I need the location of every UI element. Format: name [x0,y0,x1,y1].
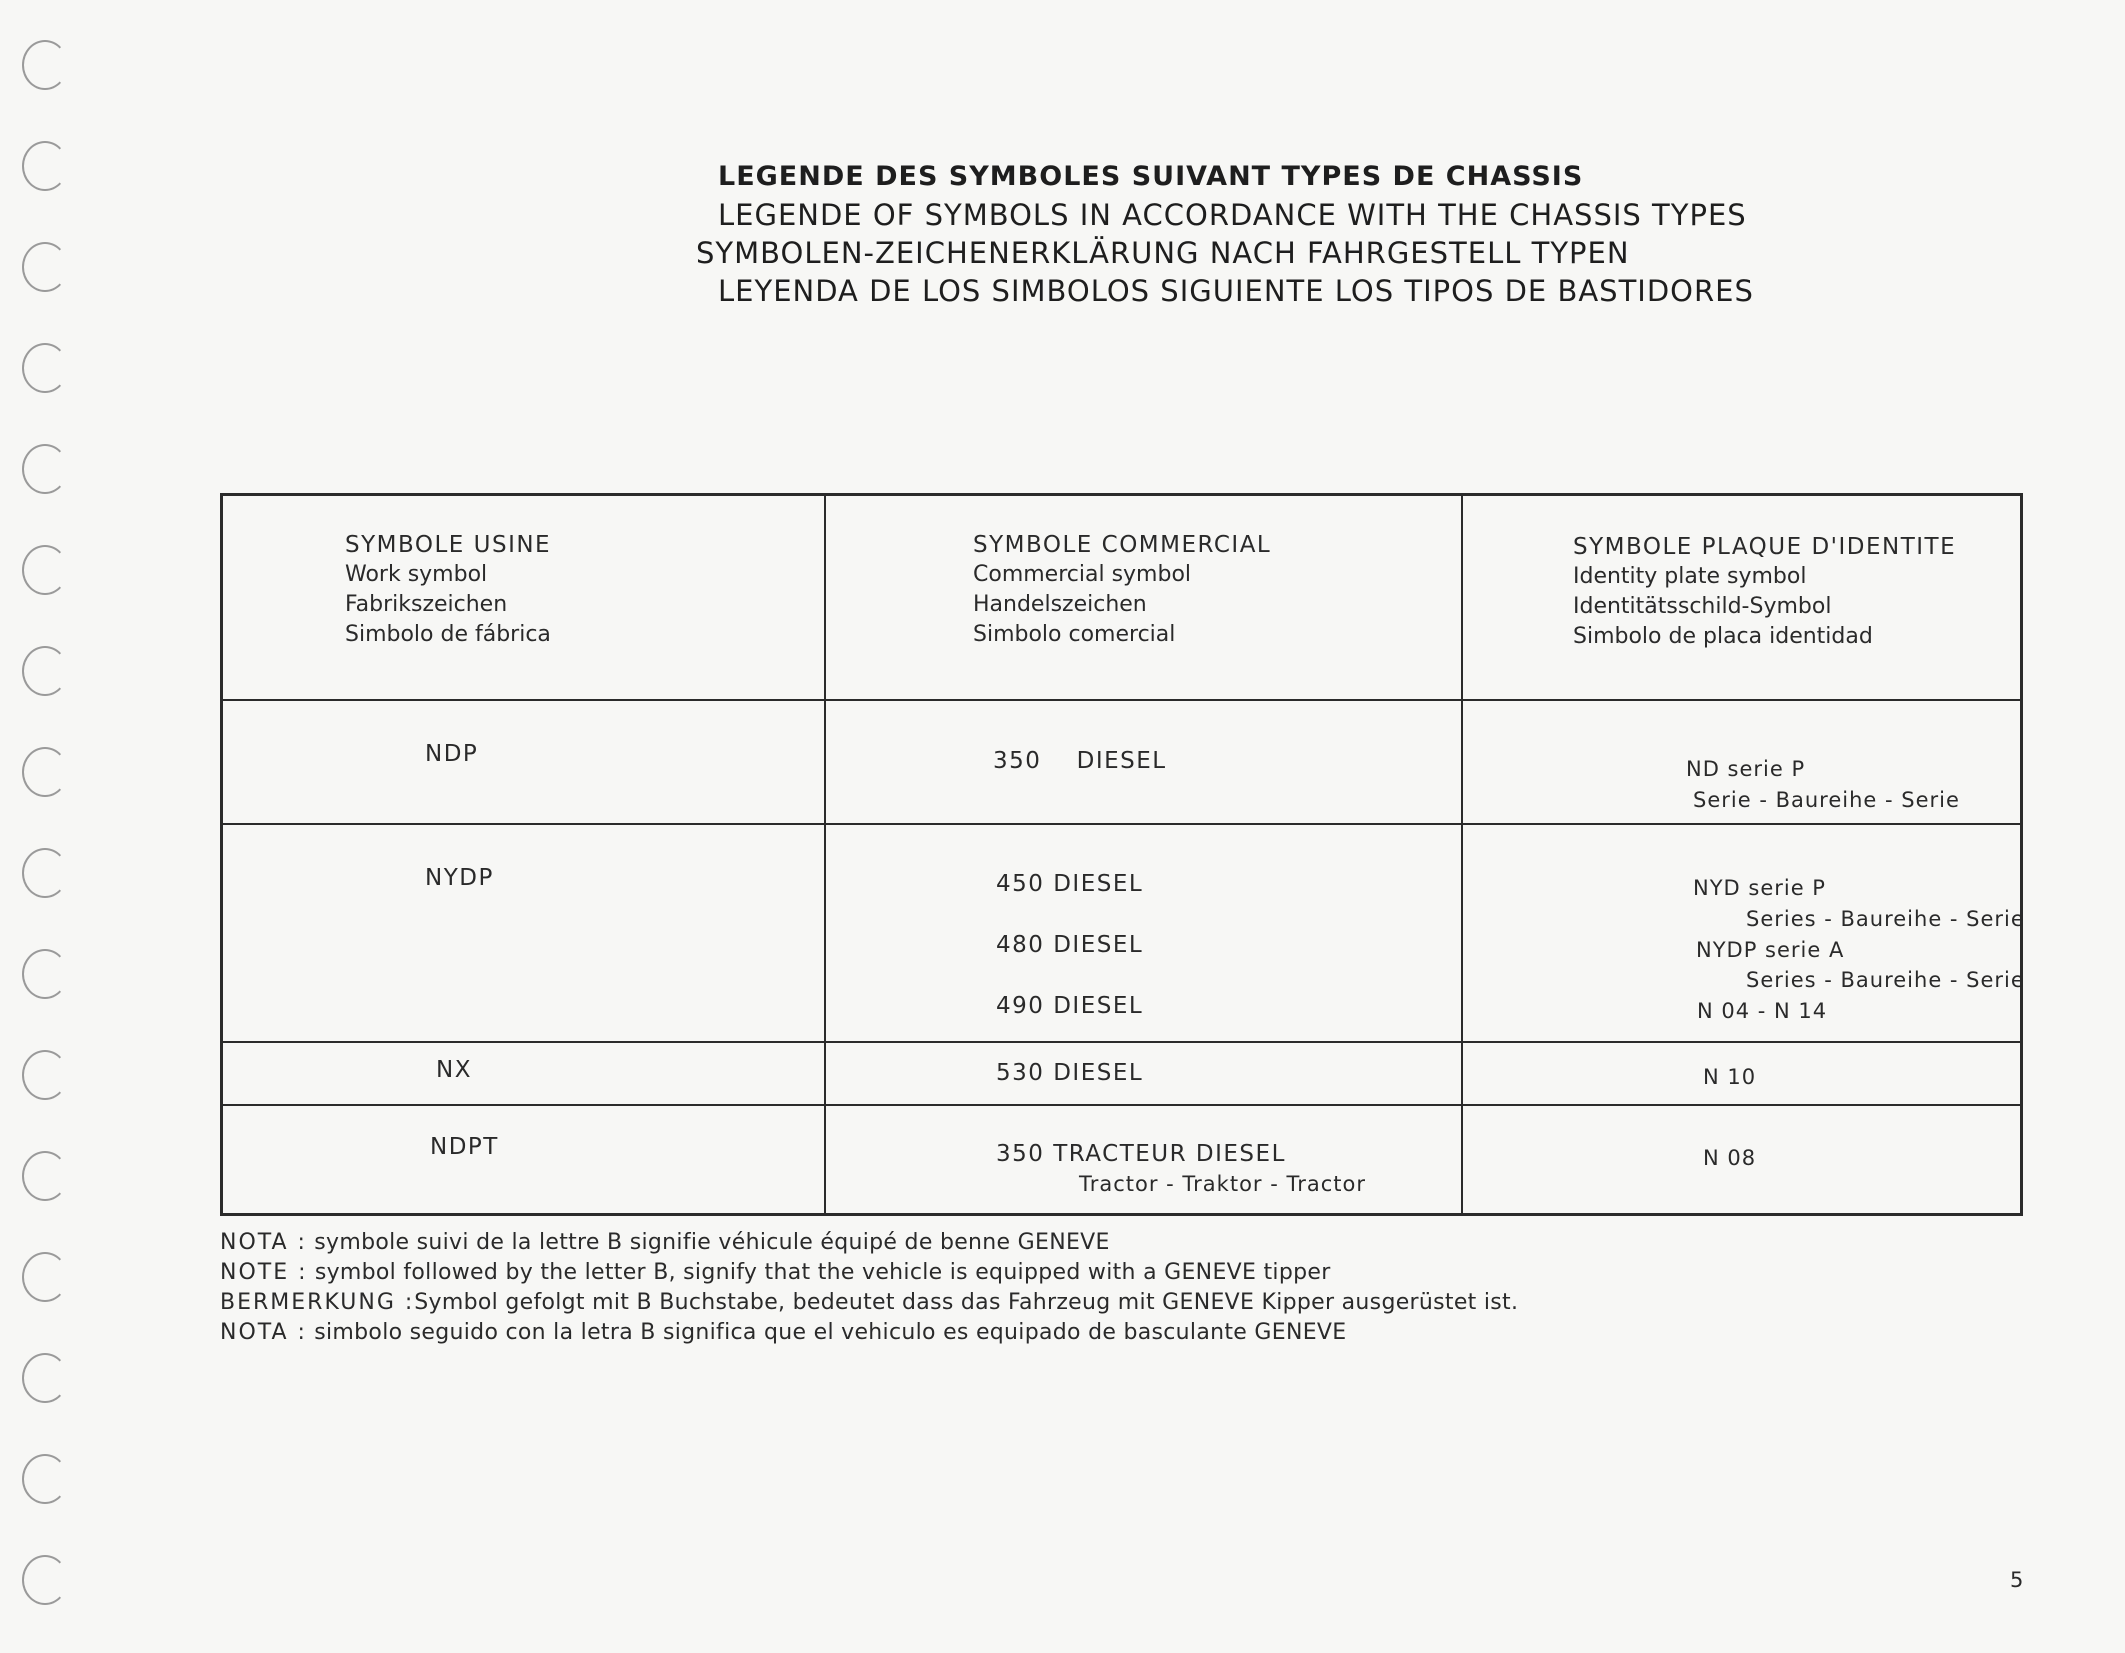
binder-hole [22,40,68,90]
binder-hole [22,242,68,292]
binder-hole [22,1050,68,1100]
row-divider [223,699,2020,701]
cell-plaque-nydp-1: NYD serie P [1693,876,1826,900]
cell-plaque-nydp-3: NYDP serie A [1696,938,1845,962]
binder-hole [22,1454,68,1504]
cell-plaque-ndp-1: ND serie P [1686,757,1806,781]
row-divider [223,1104,2020,1106]
cell-commercial-ndp: 350 DIESEL [993,748,1167,774]
cell-plaque-nydp-2: Series - Baureihe - Serie [1746,907,2025,931]
cell-plaque-nydp-4: Series - Baureihe - Serie [1746,968,2025,992]
title-french: LEGENDE DES SYMBOLES SUIVANT TYPES DE CHASSIS [718,161,1584,192]
header-symbole-plaque [1573,532,1956,652]
binder-hole [22,545,68,595]
cell-usine-ndp: NDP [425,741,479,767]
title-english: LEGENDE OF SYMBOLS IN ACCORDANCE WITH THE CHASSIS TYPES [718,198,1747,232]
title-spanish: LEYENDA DE LOS SIMBOLOS SIGUIENTE LOS TIPOS DE BASTIDORES [718,274,1754,308]
page-title [696,158,2018,310]
cell-commercial-nx: 530 DIESEL [996,1060,1144,1086]
header-subtitle: Simbolo comercial [973,622,1176,647]
row-divider [223,1041,2020,1043]
note-lead: NOTE : [220,1260,308,1285]
note-lead: NOTA : [220,1230,307,1255]
cell-plaque-nydp-5: N 04 - N 14 [1697,999,1828,1023]
binder-hole [22,646,68,696]
header-subtitle: Work symbol [345,562,488,587]
header-subtitle: Identity plate symbol [1573,564,1807,589]
cell-usine-nydp: NYDP [425,865,494,891]
note-english [220,1258,1920,1288]
binder-hole [22,747,68,797]
cell-usine-nx: NX [436,1057,472,1083]
header-title: SYMBOLE COMMERCIAL [973,532,1272,558]
header-subtitle: Fabrikszeichen [345,592,508,617]
row-divider [223,823,2020,825]
binder-hole [22,141,68,191]
header-subtitle: Identitätsschild-Symbol [1573,594,1832,619]
cell-commercial-nydp-3: 490 DIESEL [996,993,1144,1019]
notes-block [220,1228,1920,1348]
note-text: simbolo seguido con la letra B significa que el vehiculo es equipado de basculante GENEVE [306,1320,1347,1345]
binder-holes [22,40,92,1620]
title-german: SYMBOLEN-ZEICHENERKLÄRUNG NACH FAHRGESTELL TYPEN [696,236,1630,270]
note-german [220,1288,1920,1318]
cell-plaque-ndpt: N 08 [1703,1146,1757,1170]
header-subtitle: Commercial symbol [973,562,1192,587]
binder-hole [22,848,68,898]
binder-hole [22,444,68,494]
header-subtitle: Handelszeichen [973,592,1147,617]
header-subtitle: Simbolo de fábrica [345,622,551,647]
binder-hole [22,949,68,999]
cell-commercial-nydp-1: 450 DIESEL [996,871,1144,897]
header-title: SYMBOLE USINE [345,532,552,558]
note-french [220,1228,1920,1258]
cell-commercial-ndpt-2: Tractor - Traktor - Tractor [1079,1172,1366,1196]
header-title: SYMBOLE PLAQUE D'IDENTITE [1573,534,1957,560]
cell-plaque-nx: N 10 [1703,1065,1757,1089]
note-text: symbol followed by the letter B, signify that the vehicle is equipped with a GENEVE tipper [307,1260,1331,1285]
cell-commercial-nydp-2: 480 DIESEL [996,932,1144,958]
cell-usine-ndpt: NDPT [430,1134,499,1160]
header-symbole-commercial [973,530,1271,650]
note-spanish [220,1318,1920,1348]
binder-hole [22,1151,68,1201]
binder-hole [22,1252,68,1302]
note-text: symbole suivi de la lettre B signifie véhicule équipé de benne GENEVE [306,1230,1110,1255]
header-symbole-usine [345,530,551,650]
binder-hole [22,1555,68,1605]
symbols-table [220,493,2023,1216]
note-lead: BERMERKUNG : [220,1290,415,1315]
binder-hole [22,1353,68,1403]
binder-hole [22,343,68,393]
page-number: 5 [2010,1568,2024,1592]
header-subtitle: Simbolo de placa identidad [1573,624,1873,649]
note-lead: NOTA : [220,1320,307,1345]
cell-commercial-ndpt-1: 350 TRACTEUR DIESEL [996,1141,1286,1167]
cell-plaque-ndp-2: Serie - Baureihe - Serie [1693,788,1960,812]
note-text: Symbol gefolgt mit B Buchstabe, bedeutet dass das Fahrzeug mit GENEVE Kipper ausgerüstet ist. [414,1290,1519,1315]
